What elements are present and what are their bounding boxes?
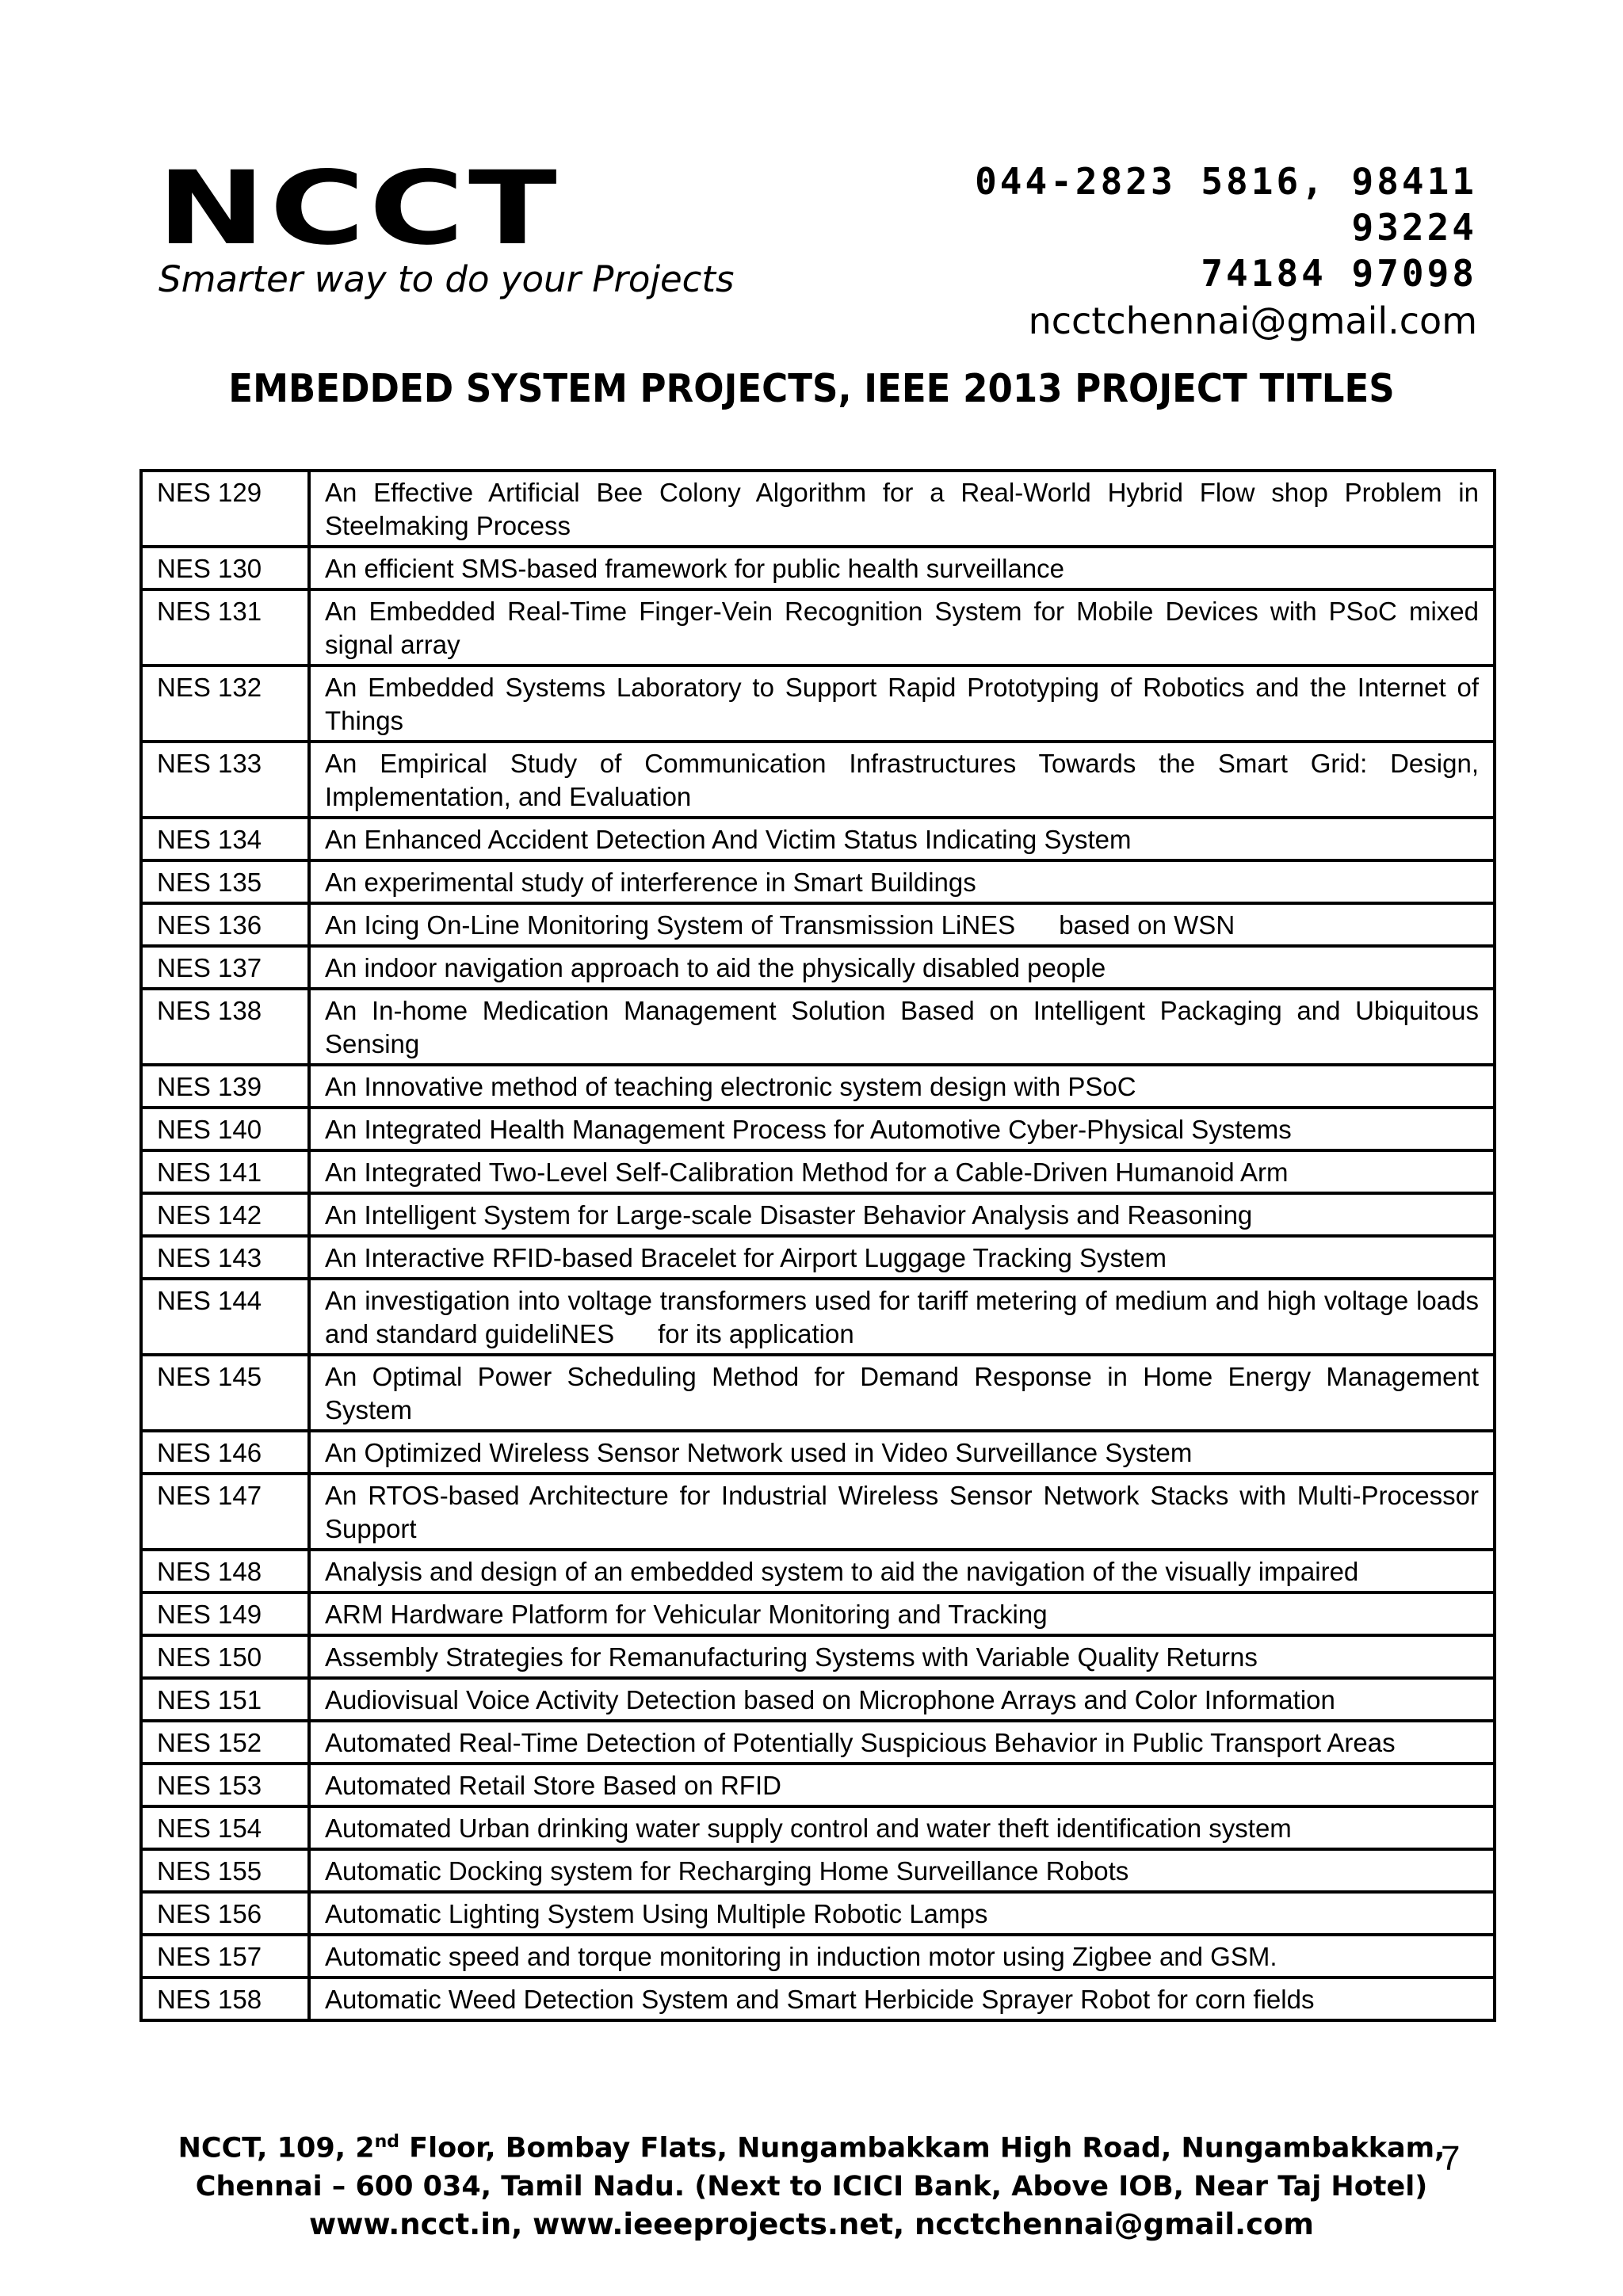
project-code: NES 153	[141, 1764, 309, 1806]
project-code: NES 144	[141, 1279, 309, 1355]
page-title: EMBEDDED SYSTEM PROJECTS, IEEE 2013 PROJECT TITLES	[228, 366, 1395, 411]
project-code: NES 148	[141, 1550, 309, 1592]
table-row	[141, 589, 1495, 666]
project-title: An Enhanced Accident Detection And Victim Status Indicating System	[309, 818, 1495, 860]
page-number: 7	[1441, 2139, 1461, 2178]
project-title: An Empirical Study of Communication Infrastructures Towards the Smart Grid: Design, Implementation, and Evaluation	[309, 742, 1495, 818]
project-title: An In-home Medication Management Solution Based on Intelligent Packaging and Ubiquitous Sensing	[309, 989, 1495, 1065]
contact-block	[938, 158, 1477, 345]
table-row	[141, 1355, 1495, 1431]
table-row	[141, 1892, 1495, 1935]
footer-address-line1	[0, 2123, 1623, 2168]
table-row	[141, 547, 1495, 589]
project-code: NES 154	[141, 1806, 309, 1849]
project-code: NES 140	[141, 1108, 309, 1150]
project-code: NES 138	[141, 989, 309, 1065]
project-title: ARM Hardware Platform for Vehicular Monitoring and Tracking	[309, 1592, 1495, 1635]
table-row	[141, 1193, 1495, 1236]
project-title: An Integrated Health Management Process for Automotive Cyber-Physical Systems	[309, 1108, 1495, 1150]
project-title: Automatic Weed Detection System and Smart Herbicide Sprayer Robot for corn fields	[309, 1978, 1495, 2020]
project-code: NES 145	[141, 1355, 309, 1431]
table-row	[141, 666, 1495, 742]
project-title: An Interactive RFID-based Bracelet for Airport Luggage Tracking System	[309, 1236, 1495, 1279]
contact-email: ncctchennai@gmail.com	[1028, 299, 1477, 342]
project-code: NES 146	[141, 1431, 309, 1474]
project-title: An experimental study of interference in Smart Buildings	[309, 860, 1495, 903]
table-row	[141, 1550, 1495, 1592]
table-row	[141, 471, 1495, 547]
table-row	[141, 989, 1495, 1065]
project-title: An Effective Artificial Bee Colony Algorithm for a Real-World Hybrid Flow shop Problem in Steelmaking Process	[309, 471, 1495, 547]
project-title: An Intelligent System for Large-scale Disaster Behavior Analysis and Reasoning	[309, 1193, 1495, 1236]
table-row	[141, 1978, 1495, 2020]
project-code: NES 133	[141, 742, 309, 818]
project-code: NES 152	[141, 1721, 309, 1764]
table-row	[141, 1108, 1495, 1150]
table-row	[141, 1065, 1495, 1108]
project-code: NES 156	[141, 1892, 309, 1935]
project-title: Analysis and design of an embedded system to aid the navigation of the visually impaired	[309, 1550, 1495, 1592]
page-footer	[0, 2123, 1623, 2244]
project-table-body	[141, 471, 1495, 2020]
table-row	[141, 1150, 1495, 1193]
project-code: NES 142	[141, 1193, 309, 1236]
page-header	[157, 150, 1477, 349]
footer-address-suffix: Floor, Bombay Flats, Nungambakkam High Road, Nungambakkam,	[399, 2132, 1445, 2164]
phone-numbers: 044-2823 5816, 98411 93224	[975, 160, 1477, 249]
project-title: Assembly Strategies for Remanufacturing Systems with Variable Quality Returns	[309, 1635, 1495, 1678]
project-title: An efficient SMS-based framework for public health surveillance	[309, 547, 1495, 589]
project-code: NES 131	[141, 589, 309, 666]
table-row	[141, 1806, 1495, 1849]
table-row	[141, 946, 1495, 989]
table-row	[141, 1721, 1495, 1764]
project-title: An Integrated Two-Level Self-Calibration Method for a Cable-Driven Humanoid Arm	[309, 1150, 1495, 1193]
project-code: NES 151	[141, 1678, 309, 1721]
project-title: Automated Retail Store Based on RFID	[309, 1764, 1495, 1806]
project-code: NES 143	[141, 1236, 309, 1279]
ncct-logo: NCCT	[157, 150, 561, 268]
project-code: NES 137	[141, 946, 309, 989]
project-title: Automatic Docking system for Recharging Home Surveillance Robots	[309, 1849, 1495, 1892]
project-code: NES 147	[141, 1474, 309, 1550]
project-title: An Innovative method of teaching electronic system design with PSoC	[309, 1065, 1495, 1108]
project-code: NES 139	[141, 1065, 309, 1108]
table-row	[141, 1592, 1495, 1635]
project-code: NES 135	[141, 860, 309, 903]
footer-address-sup: nd	[374, 2132, 399, 2152]
project-title: Automatic speed and torque monitoring in induction motor using Zigbee and GSM.	[309, 1935, 1495, 1978]
project-title: Audiovisual Voice Activity Detection based on Microphone Arrays and Color Information	[309, 1678, 1495, 1721]
project-code: NES 150	[141, 1635, 309, 1678]
table-row	[141, 1236, 1495, 1279]
table-row	[141, 1474, 1495, 1550]
project-code: NES 158	[141, 1978, 309, 2020]
table-row	[141, 860, 1495, 903]
table-row	[141, 1431, 1495, 1474]
project-code: NES 141	[141, 1150, 309, 1193]
project-title: An Icing On-Line Monitoring System of Transmission LiNES based on WSN	[309, 903, 1495, 946]
project-code: NES 134	[141, 818, 309, 860]
footer-address-line2: Chennai – 600 034, Tamil Nadu. (Next to ICICI Bank, Above IOB, Near Taj Hotel)	[195, 2170, 1428, 2203]
footer-websites: www.ncct.in, www.ieeeprojects.net, ncctchennai@gmail.com	[309, 2206, 1314, 2241]
project-title: An Embedded Real-Time Finger-Vein Recognition System for Mobile Devices with PSoC mixed signal array	[309, 589, 1495, 666]
project-title: An investigation into voltage transformers used for tariff metering of medium and high voltage loads and standard guideliNES for its application	[309, 1279, 1495, 1355]
table-row	[141, 903, 1495, 946]
project-code: NES 132	[141, 666, 309, 742]
project-code: NES 157	[141, 1935, 309, 1978]
table-row	[141, 1935, 1495, 1978]
table-row	[141, 742, 1495, 818]
project-title: An Embedded Systems Laboratory to Support Rapid Prototyping of Robotics and the Internet of Things	[309, 666, 1495, 742]
table-row	[141, 1635, 1495, 1678]
project-title: An Optimized Wireless Sensor Network used in Video Surveillance System	[309, 1431, 1495, 1474]
project-title: Automatic Lighting System Using Multiple Robotic Lamps	[309, 1892, 1495, 1935]
project-code: NES 149	[141, 1592, 309, 1635]
footer-address-prefix: NCCT, 109, 2	[178, 2132, 375, 2164]
project-code: NES 130	[141, 547, 309, 589]
project-title: An Optimal Power Scheduling Method for Demand Response in Home Energy Management System	[309, 1355, 1495, 1431]
table-row	[141, 1279, 1495, 1355]
table-row	[141, 1849, 1495, 1892]
table-row	[141, 818, 1495, 860]
project-code: NES 155	[141, 1849, 309, 1892]
project-code: NES 129	[141, 471, 309, 547]
tagline: Smarter way to do your Projects	[158, 258, 735, 300]
project-title: Automated Real-Time Detection of Potentially Suspicious Behavior in Public Transport Areas	[309, 1721, 1495, 1764]
phone-number-mobile: 74184 97098	[1201, 252, 1477, 295]
table-row	[141, 1764, 1495, 1806]
project-title: An indoor navigation approach to aid the physically disabled people	[309, 946, 1495, 989]
project-table	[139, 469, 1496, 2022]
project-title: Automated Urban drinking water supply control and water theft identification system	[309, 1806, 1495, 1849]
project-code: NES 136	[141, 903, 309, 946]
table-row	[141, 1678, 1495, 1721]
project-title: An RTOS-based Architecture for Industrial Wireless Sensor Network Stacks with Multi-Processor Support	[309, 1474, 1495, 1550]
